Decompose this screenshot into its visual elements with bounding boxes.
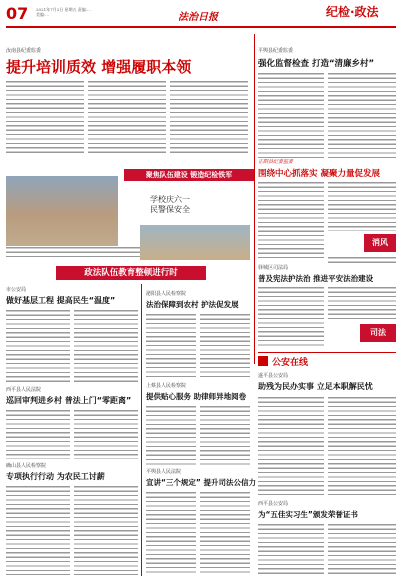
right-mid-title: 围绕中心抓落实 凝聚力量促发展 (258, 169, 380, 179)
lead-kicker: 汝南县纪委监委 (6, 48, 42, 54)
police-box-icon (258, 356, 268, 366)
center-b-title: 提供贴心服务 助律师异地阅卷 (146, 392, 247, 401)
banner-education: 政法队伍教育整顿进行时 (56, 266, 206, 280)
column-divider (254, 34, 255, 364)
center-c-kicker: 平舆县人民法院 (146, 469, 182, 475)
center-b-col1 (146, 405, 196, 467)
school-title-line2: 民警保安全 (150, 205, 190, 214)
left-bottom-kicker: 确山县人民检察院 (6, 463, 47, 469)
right-mid-col1 (258, 181, 324, 261)
header-rule (6, 26, 396, 28)
left-low-col1 (6, 409, 70, 459)
center-a-col2 (200, 313, 250, 379)
police-kicker: 遂平县公安局 (258, 373, 289, 379)
center-a-title: 法治保障到农村 护法促发展 (146, 300, 239, 309)
lead-body-col2 (88, 80, 166, 156)
badge-sifa: 司法 (360, 324, 396, 342)
right-mid-col2b (328, 256, 396, 264)
left-low-col2 (74, 409, 138, 459)
left-bottom-title: 专项执行行动 为农民工讨薪 (6, 472, 105, 481)
school-title-line1: 学校庆六一 (150, 195, 190, 204)
police-col2 (328, 396, 396, 496)
right-court-title: 普及宪法护法治 推进平安法治建设 (258, 274, 374, 283)
left-mid-title: 做好基层工程 提高民生“温度” (6, 296, 116, 305)
police2-col1 (258, 523, 324, 575)
section-title: 纪检·政法 (326, 5, 379, 19)
school-photo (140, 225, 250, 260)
center-b-kicker: 上蔡县人民检察院 (146, 383, 187, 389)
page-info: 2021年7月2日 星期五 责编:... 美编:... (36, 7, 91, 17)
left-low-kicker: 西平县人民法院 (6, 387, 42, 393)
right-mid-kicker: 正阳县纪委监委 (258, 159, 294, 165)
right-top-col1 (258, 72, 324, 158)
left-bottom-col1 (6, 485, 70, 575)
police2-kicker: 西平县公安局 (258, 501, 289, 507)
lead-body-col3 (170, 80, 248, 156)
center-c-col1 (146, 491, 196, 575)
school-title (150, 195, 190, 215)
right-top-col2 (328, 72, 396, 158)
left-low-title: 巡回审判进乡村 普法上门“零距离” (6, 396, 132, 405)
left-mid-kicker: 市公安局 (6, 287, 27, 293)
left-mid-col2 (74, 309, 138, 383)
right-mid-col2 (328, 181, 396, 231)
page-number: 07 (6, 4, 29, 23)
left-bottom-col2 (74, 485, 138, 575)
center-divider-left (141, 284, 142, 576)
police-rule (258, 352, 396, 353)
paper-name: 法治日报 (178, 12, 218, 23)
center-b-col2 (200, 405, 250, 467)
badge-xiao: 消风 (364, 234, 396, 252)
lead-photo (6, 176, 118, 246)
left-mid-col1 (6, 309, 70, 383)
lead-body-col1 (6, 80, 84, 156)
police-title: 助残为民办实事 立足本职解民忧 (258, 382, 373, 391)
police-label: 公安在线 (272, 358, 309, 368)
center-c-col2 (200, 491, 250, 575)
lead-banner: 聚焦队伍建设 锻造纪检铁军 (124, 169, 254, 181)
right-top-kicker: 平舆县纪委监委 (258, 48, 294, 54)
center-a-col1 (146, 313, 196, 379)
center-a-kicker: 泌阳县人民检察院 (146, 291, 187, 297)
lead-title: 提升培训质效 增强履职本领 (6, 58, 192, 76)
right-court-col2 (328, 286, 396, 322)
center-c-title: 宣讲“三个规定” 提升司法公信力 (146, 478, 256, 487)
police2-title: 为“五佳实习生”颁发荣誉证书 (258, 510, 358, 519)
right-court-kicker: 驿城区司法局 (258, 265, 289, 271)
police2-col2 (328, 523, 396, 575)
right-top-title: 强化监督检查 打造“清廉乡村” (258, 59, 375, 69)
page-header (0, 0, 402, 40)
right-court-col1 (258, 286, 324, 348)
police-col1 (258, 396, 324, 496)
